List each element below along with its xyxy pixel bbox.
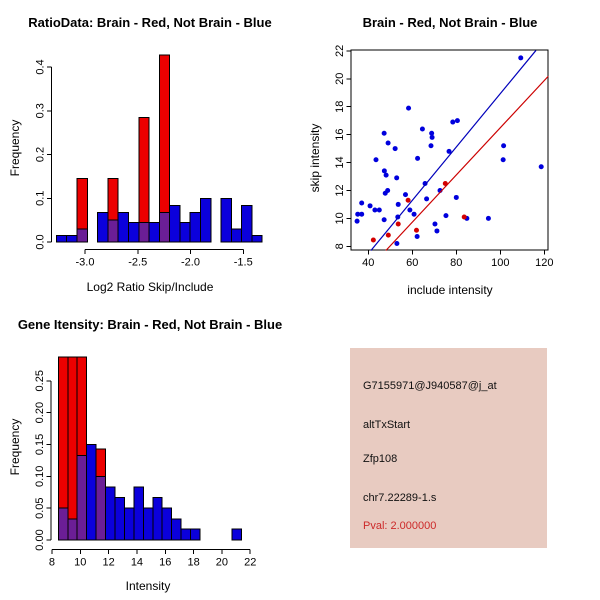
hist-bar-blue (67, 235, 77, 242)
y-tick-label: 0.25 (34, 370, 46, 392)
data-point-not-brain (432, 221, 437, 226)
data-point-not-brain (368, 203, 373, 208)
hist-bar-blue (124, 508, 133, 540)
hist-bar-overlap (96, 476, 105, 540)
hist-bar-blue (162, 508, 171, 540)
y-tick-label: 16 (334, 128, 346, 141)
data-point-brain (371, 238, 376, 243)
y-tick-label: 14 (334, 156, 346, 169)
hist-bar-blue (232, 529, 241, 540)
chart-title: Brain - Red, Not Brain - Blue (362, 15, 538, 30)
hist-bar-blue (134, 487, 143, 540)
data-point-not-brain (393, 146, 398, 151)
hist-bar-blue (57, 235, 67, 242)
data-point-not-brain (386, 140, 391, 145)
data-point-not-brain (359, 201, 364, 206)
hist-bar-blue (143, 508, 152, 540)
data-point-not-brain (396, 202, 401, 207)
x-tick-label: -2.5 (128, 256, 148, 269)
hist-bar-blue (98, 213, 108, 242)
x-tick-label: 10 (74, 556, 87, 569)
y-axis-label: Frequency (8, 119, 22, 177)
hist-bar-blue (201, 198, 211, 242)
x-tick-label: 20 (215, 556, 229, 569)
y-tick-label: 0.0 (34, 234, 47, 250)
y-axis-label: Frequency (8, 418, 22, 476)
data-point-not-brain (455, 118, 460, 123)
y-tick-label: 0.15 (34, 433, 46, 456)
data-point-not-brain (415, 234, 420, 239)
hist-bar-blue (118, 213, 128, 242)
x-tick-label: 12 (102, 556, 115, 569)
data-point-not-brain (384, 173, 389, 178)
data-point-not-brain (429, 143, 434, 148)
data-point-brain (396, 221, 401, 226)
y-tick-label: 10 (334, 212, 346, 225)
x-tick-label: 16 (159, 556, 172, 569)
data-point-not-brain (394, 175, 399, 180)
hist-bar-blue (153, 497, 162, 540)
data-point-not-brain (355, 219, 360, 224)
hist-bar-blue (181, 529, 190, 540)
data-point-not-brain (407, 208, 412, 213)
x-tick-label: 120 (535, 257, 554, 269)
x-tick-label: -2.0 (181, 256, 200, 269)
y-tick-label: 12 (334, 184, 346, 197)
hist-bar-blue (87, 444, 96, 540)
hist-bar-blue (115, 497, 124, 540)
data-point-not-brain (434, 228, 439, 233)
hist-bar-blue (172, 519, 181, 540)
panel-gene-intensity-histogram (0, 300, 300, 600)
x-tick-label: -1.5 (233, 256, 253, 269)
y-tick-label: 0.20 (34, 401, 46, 424)
hist-bar-blue (252, 235, 262, 242)
x-tick-label: 18 (187, 556, 200, 569)
location-text: chr7.22289-1.s (363, 492, 437, 504)
data-point-not-brain (394, 241, 399, 246)
y-tick-label: 0.05 (34, 497, 46, 519)
event-type-text: altTxStart (363, 419, 411, 431)
data-point-not-brain (372, 208, 377, 213)
hist-bar-overlap (108, 220, 118, 242)
x-tick-label: -3.0 (75, 256, 95, 269)
x-axis-label: include intensity (407, 283, 493, 297)
gene-name-text: Zfp108 (363, 453, 398, 465)
y-tick-label: 0.4 (34, 59, 47, 75)
data-point-brain (386, 233, 391, 238)
data-point-not-brain (450, 120, 455, 125)
hist-bar-overlap (58, 508, 67, 540)
hist-bar-overlap (139, 222, 149, 242)
x-axis-label: Log2 Ratio Skip/Include (86, 280, 214, 294)
x-tick-label: 100 (491, 257, 510, 269)
hist-bar-overlap (77, 455, 86, 540)
data-point-not-brain (501, 143, 506, 148)
data-point-not-brain (374, 157, 379, 162)
hist-bar-overlap (77, 229, 87, 242)
gene-intensity-histogram-canvas (0, 300, 300, 600)
hist-bar-blue (190, 529, 199, 540)
y-tick-label: 20 (334, 72, 346, 85)
data-point-brain (414, 228, 419, 233)
hist-bar-blue (221, 198, 231, 242)
hist-bar-blue (190, 213, 200, 242)
y-tick-label: 0.3 (34, 103, 47, 119)
hist-bar-overlap (159, 213, 169, 242)
panel-intensity-scatter (300, 0, 600, 300)
hist-bar-red (68, 357, 77, 540)
data-point-not-brain (424, 196, 429, 201)
y-tick-label: 22 (334, 44, 346, 57)
data-point-not-brain (403, 192, 408, 197)
x-tick-label: 8 (48, 556, 56, 569)
panel-gene-info (300, 300, 600, 600)
data-point-brain (406, 198, 411, 203)
x-axis-label: Intensity (125, 579, 171, 593)
hist-bar-blue (149, 222, 159, 242)
y-axis-label: skip intensity (308, 123, 322, 193)
probe-id-text: G7155971@J940587@j_at (363, 380, 497, 392)
y-tick-label: 0.00 (34, 529, 46, 551)
data-point-brain (462, 214, 467, 219)
hist-bar-overlap (68, 519, 77, 540)
panel-ratio-histogram (0, 0, 300, 300)
data-point-not-brain (415, 156, 420, 161)
hist-bar-blue (106, 487, 115, 540)
data-point-not-brain (486, 216, 491, 221)
data-point-not-brain (420, 127, 425, 132)
hist-bar-blue (231, 229, 241, 242)
hist-bar-blue (170, 206, 180, 242)
y-tick-label: 8 (334, 243, 346, 250)
data-point-not-brain (539, 164, 544, 169)
chart-title: Gene Itensity: Brain - Red, Not Brain - Blue (17, 317, 283, 332)
gene-info-box (350, 348, 547, 548)
chart-title: RatioData: Brain - Red, Not Brain - Blue (28, 15, 272, 30)
data-point-not-brain (382, 131, 387, 136)
hist-bar-blue (180, 222, 190, 242)
data-point-not-brain (501, 157, 506, 162)
y-tick-label: 0.10 (34, 465, 46, 488)
intensity-scatter-canvas (300, 0, 600, 300)
data-point-not-brain (443, 213, 448, 218)
x-tick-label: 22 (244, 556, 257, 569)
data-point-not-brain (382, 217, 387, 222)
y-tick-label: 18 (334, 100, 346, 113)
y-tick-label: 0.2 (34, 146, 47, 163)
data-point-not-brain (430, 135, 435, 140)
data-point-not-brain (377, 208, 382, 213)
ratio-histogram-canvas (0, 0, 300, 300)
data-point-not-brain (359, 212, 364, 217)
x-tick-label: 40 (362, 257, 375, 269)
hist-bar-blue (128, 222, 138, 242)
data-point-not-brain (383, 191, 388, 196)
data-point-not-brain (518, 55, 523, 60)
data-point-not-brain (406, 106, 411, 111)
regression-line-brain (386, 76, 548, 250)
x-tick-label: 60 (406, 257, 419, 269)
data-point-not-brain (412, 212, 417, 217)
data-point-not-brain (454, 195, 459, 200)
hist-bar-blue (242, 206, 252, 242)
pval-text: Pval: 2.000000 (363, 520, 437, 532)
x-tick-label: 80 (450, 257, 463, 269)
y-tick-label: 0.1 (34, 190, 47, 206)
x-tick-label: 14 (130, 556, 144, 569)
